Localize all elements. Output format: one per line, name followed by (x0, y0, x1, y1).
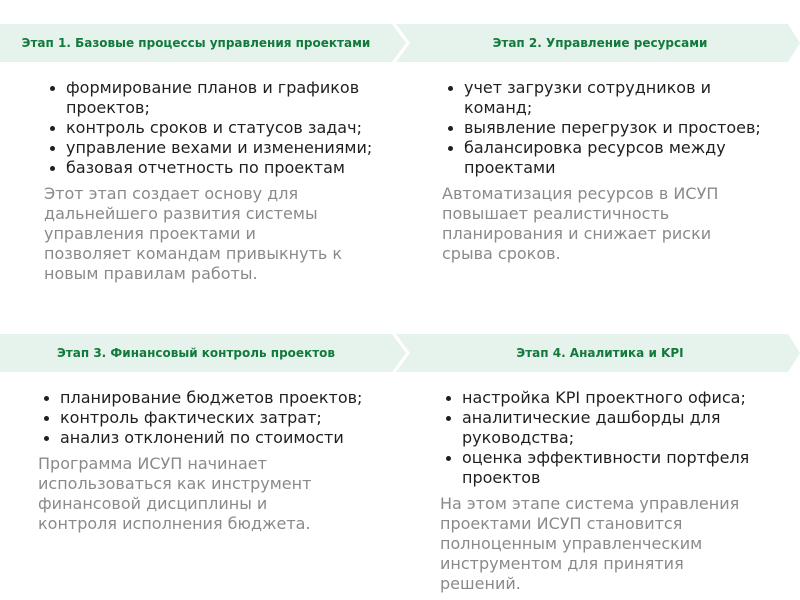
stage-header-band-row-2 (0, 334, 800, 372)
list-item: учет загрузки сотрудников и команд; (442, 78, 762, 118)
stage-1-title: Этап 1. Базовые процессы управления проектами (21, 36, 371, 50)
list-item: анализ отклонений по стоимости (38, 428, 378, 448)
stage-1-body (44, 78, 374, 284)
list-item: настройка KPI проектного офиса; (440, 388, 770, 408)
list-item: оценка эффективности портфеля проектов (440, 448, 770, 488)
list-item: управление вехами и изменениями; (44, 138, 374, 158)
stage-1-note: Этот этап создает основу для дальнейшего развития системы управления проектами и позволяет командам привыкнуть к новым правилам работы. (44, 184, 343, 283)
stage-4-body (440, 388, 770, 594)
stage-2-note: Автоматизация ресурсов в ИСУП повышает реалистичность планирования и снижает риски срыва сроков. (442, 184, 719, 263)
stage-3-list (38, 388, 378, 448)
stage-1-list (44, 78, 374, 178)
stage-3-body (38, 388, 378, 534)
list-item: балансировка ресурсов между проектами (442, 138, 762, 178)
list-item: выявление перегрузок и простоев; (442, 118, 762, 138)
list-item: планирование бюджетов проектов; (38, 388, 378, 408)
stage-3-note: Программа ИСУП начинает использоваться как инструмент финансовой дисциплины и контроля исполнения бюджета. (38, 454, 312, 533)
list-item: контроль сроков и статусов задач; (44, 118, 374, 138)
stage-4-list (440, 388, 770, 488)
list-item: аналитические дашборды для руководства; (440, 408, 770, 448)
stage-header-band-row-1 (0, 24, 800, 62)
stage-3-title: Этап 3. Финансовый контроль проектов (56, 346, 335, 360)
list-item: базовая отчетность по проектам (44, 158, 374, 178)
stage-4-note: На этом этапе система управления проектами ИСУП становится полноценным управленческим инструментом для принятия решений. (440, 494, 740, 593)
stage-2-list (442, 78, 762, 178)
stage-2-body (442, 78, 762, 264)
list-item: контроль фактических затрат; (38, 408, 378, 428)
stage-2-title: Этап 2. Управление ресурсами (492, 36, 708, 50)
stage-4-title: Этап 4. Аналитика и KPI (516, 346, 684, 360)
list-item: формирование планов и графиков проектов; (44, 78, 374, 118)
